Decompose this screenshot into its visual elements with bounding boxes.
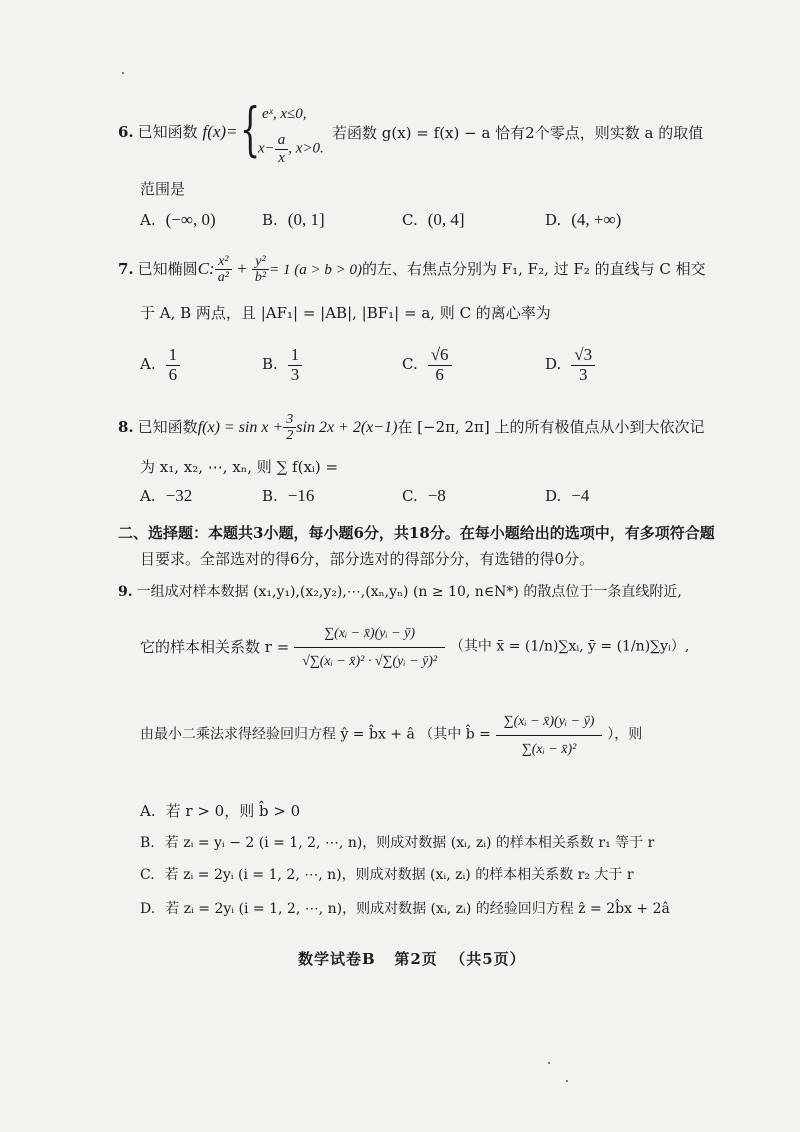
q6-number: 6. (118, 123, 134, 141)
frac-num: x² (215, 254, 232, 270)
q9-b-fraction (496, 710, 603, 760)
q7-option-c (402, 346, 452, 384)
option-text: 若 zᵢ = 2yᵢ (i = 1, 2, ⋯, n)，则成对数据 (xᵢ, zᵢ) 的经验回归方程 ẑ = 2b̂x + 2â (165, 901, 670, 917)
q8-option-b (262, 486, 314, 506)
scan-speck (122, 72, 124, 74)
option-value: −16 (287, 486, 315, 505)
q7-eq-tail: = 1 (a > b > 0) (269, 261, 362, 278)
frac-num: y² (252, 254, 269, 270)
frac-num: √3 (571, 346, 595, 366)
q9-option-c (140, 864, 634, 884)
option-label: C. (402, 487, 418, 505)
q6-line1-left (118, 122, 238, 142)
option-text: 若 zᵢ = yᵢ − 2 (i = 1, 2, ⋯, n)，则成对数据 (xᵢ, zᵢ) 的样本相关系数 r₁ 等于 r (164, 835, 655, 851)
frac-den: 6 (168, 364, 178, 384)
q8-text-after: 在 [−2π, 2π] 上的所有极值点从小到大依次记 (397, 417, 705, 436)
option-label: D. (140, 901, 156, 917)
section-two-line2: 目要求。全部选对的得6分，部分选对的得部分分，有选错的得0分。 (140, 550, 595, 569)
scan-speck (566, 1080, 568, 1082)
frac-den: 6 (435, 364, 444, 384)
option-label: A. (140, 802, 156, 820)
q7-curve: C: (197, 258, 215, 278)
q7-frac-y (252, 254, 269, 286)
option-label: B. (140, 835, 155, 851)
frac-den: ∑(xᵢ − x̄)² (521, 742, 577, 758)
option-frac (571, 346, 595, 384)
q9-reg-label: 由最小二乘法求得经验回归方程 ŷ = b̂x + â （其中 b̂ = (140, 726, 491, 743)
q6-brace: { (240, 95, 261, 163)
frac-num: 1 (288, 346, 303, 366)
option-label: A. (140, 487, 156, 505)
option-value: (4, +∞) (571, 210, 622, 229)
q8-frac (283, 412, 296, 444)
q8-option-a (140, 486, 192, 506)
option-label: A. (140, 355, 156, 374)
q6-func: f(x)= (202, 122, 238, 141)
frac-den: √∑(xᵢ − x̄)² · √∑(yᵢ − ȳ)² (302, 654, 438, 670)
frac-den: a² (217, 270, 229, 286)
frac-num: ∑(xᵢ − x̄)(yᵢ − ȳ) (294, 622, 445, 648)
q6-case2-num: a (275, 132, 289, 150)
option-label: B. (262, 211, 278, 229)
option-label: A. (140, 211, 156, 229)
option-label: C. (140, 867, 155, 883)
frac-num: ∑(xᵢ − x̄)(yᵢ − ȳ) (496, 710, 603, 736)
q8-option-c (402, 486, 446, 506)
scan-speck (548, 1062, 550, 1064)
q9-option-d (140, 898, 670, 918)
option-label: D. (545, 355, 562, 374)
option-label: C. (402, 211, 418, 229)
q6-option-d (545, 210, 621, 230)
q8-expr-b: sin 2x + 2(x−1) (296, 418, 398, 436)
q6-case1: eˣ, x≤0, (262, 106, 307, 122)
frac-num: 1 (166, 346, 181, 366)
frac-den: b² (254, 270, 267, 286)
q7-text-after: 的左、右焦点分别为 F₁, F₂, 过 F₂ 的直线与 C 相交 (361, 259, 706, 278)
q6-option-c (402, 210, 465, 230)
q8-number: 8. (118, 417, 134, 436)
option-label: D. (545, 211, 562, 229)
q7-option-a (140, 346, 180, 384)
option-value: (0, 1] (287, 210, 325, 229)
frac-num: 3 (283, 412, 296, 428)
option-label: B. (262, 487, 278, 505)
q8-expr-a: f(x) = sin x + (197, 418, 284, 436)
frac-num: √6 (428, 346, 452, 366)
q6-option-a (140, 210, 216, 230)
q7-frac-x (215, 254, 232, 286)
frac-den: 3 (578, 364, 588, 384)
q6-case2 (258, 132, 324, 166)
q6-option-b (262, 210, 325, 230)
option-value: (−∞, 0) (165, 210, 216, 229)
q8-text-before: 已知函数 (137, 417, 198, 436)
q6-case2-frac (275, 132, 289, 166)
q7-option-d (545, 346, 595, 384)
q7-option-b (262, 346, 302, 384)
option-text: 若 zᵢ = 2yᵢ (i = 1, 2, ⋯, n)，则成对数据 (xᵢ, zᵢ) 的样本相关系数 r₂ 大于 r (164, 867, 634, 883)
q9-mean-note: （其中 x̄ = (1/n)∑xᵢ, ȳ = (1/n)∑yᵢ）, (449, 638, 690, 655)
q6-case2-den: x (278, 149, 285, 166)
option-frac (288, 346, 303, 384)
option-label: C. (402, 355, 418, 374)
q8-line2: 为 x₁, x₂, ⋯, xₙ, 则 ∑ f(xᵢ) = (140, 458, 339, 476)
q9-r-label: 它的样本相关系数 r = (140, 637, 290, 656)
option-text: 若 r > 0，则 b̂ > 0 (165, 802, 301, 820)
q8-option-d (545, 486, 589, 506)
q8-line1 (118, 412, 705, 444)
page-footer: 数学试卷B 第2页 （共5页） (298, 950, 526, 968)
option-label: B. (262, 355, 278, 374)
q6-case2-suffix: , x>0. (288, 140, 324, 157)
section-two-instructions (118, 520, 715, 573)
option-frac (166, 346, 181, 384)
frac-den: 2 (286, 428, 294, 444)
option-value: (0, 4] (427, 210, 465, 229)
frac-den: 3 (290, 364, 300, 384)
q9-number: 9. (118, 584, 133, 600)
q6-text-after: 若函数 g(x) = f(x) − a 恰有2个零点，则实数 a 的取值 (332, 124, 704, 142)
q6-case2-prefix: x− (258, 140, 275, 157)
q9-reg-line (140, 710, 642, 760)
option-value: −32 (165, 486, 193, 505)
q7-text-before: 已知椭圆 (137, 259, 198, 278)
q7-line1 (118, 254, 706, 286)
q7-line2: 于 A, B 两点，且 |AF₁| = |AB|, |BF₁| = a, 则 C 的离心率为 (140, 304, 551, 322)
option-value: −8 (427, 486, 446, 505)
q9-reg-tail: ），则 (607, 726, 643, 743)
section-two-line1: 二、选择题：本题共3小题，每小题6分，共18分。在每小题给出的选项中，有多项符合题 (118, 524, 715, 542)
q9-option-b (140, 832, 654, 852)
option-label: D. (545, 487, 562, 505)
q9-r-line (140, 622, 689, 672)
q9-r-fraction (294, 622, 445, 672)
q9-line1 (118, 584, 682, 601)
q9-option-a (140, 800, 300, 821)
plus-sign: + (231, 258, 252, 278)
q6-text-before: 已知函数 (137, 123, 198, 141)
option-value: −4 (571, 486, 590, 505)
q6-line2: 范围是 (140, 180, 186, 198)
option-frac (428, 346, 452, 384)
q7-number: 7. (118, 259, 134, 278)
q9-line1-text: 一组成对样本数据 (x₁,y₁),(x₂,y₂),⋯,(xₙ,yₙ) (n ≥ 10, n∈N*) 的散点位于一条直线附近, (136, 584, 682, 600)
